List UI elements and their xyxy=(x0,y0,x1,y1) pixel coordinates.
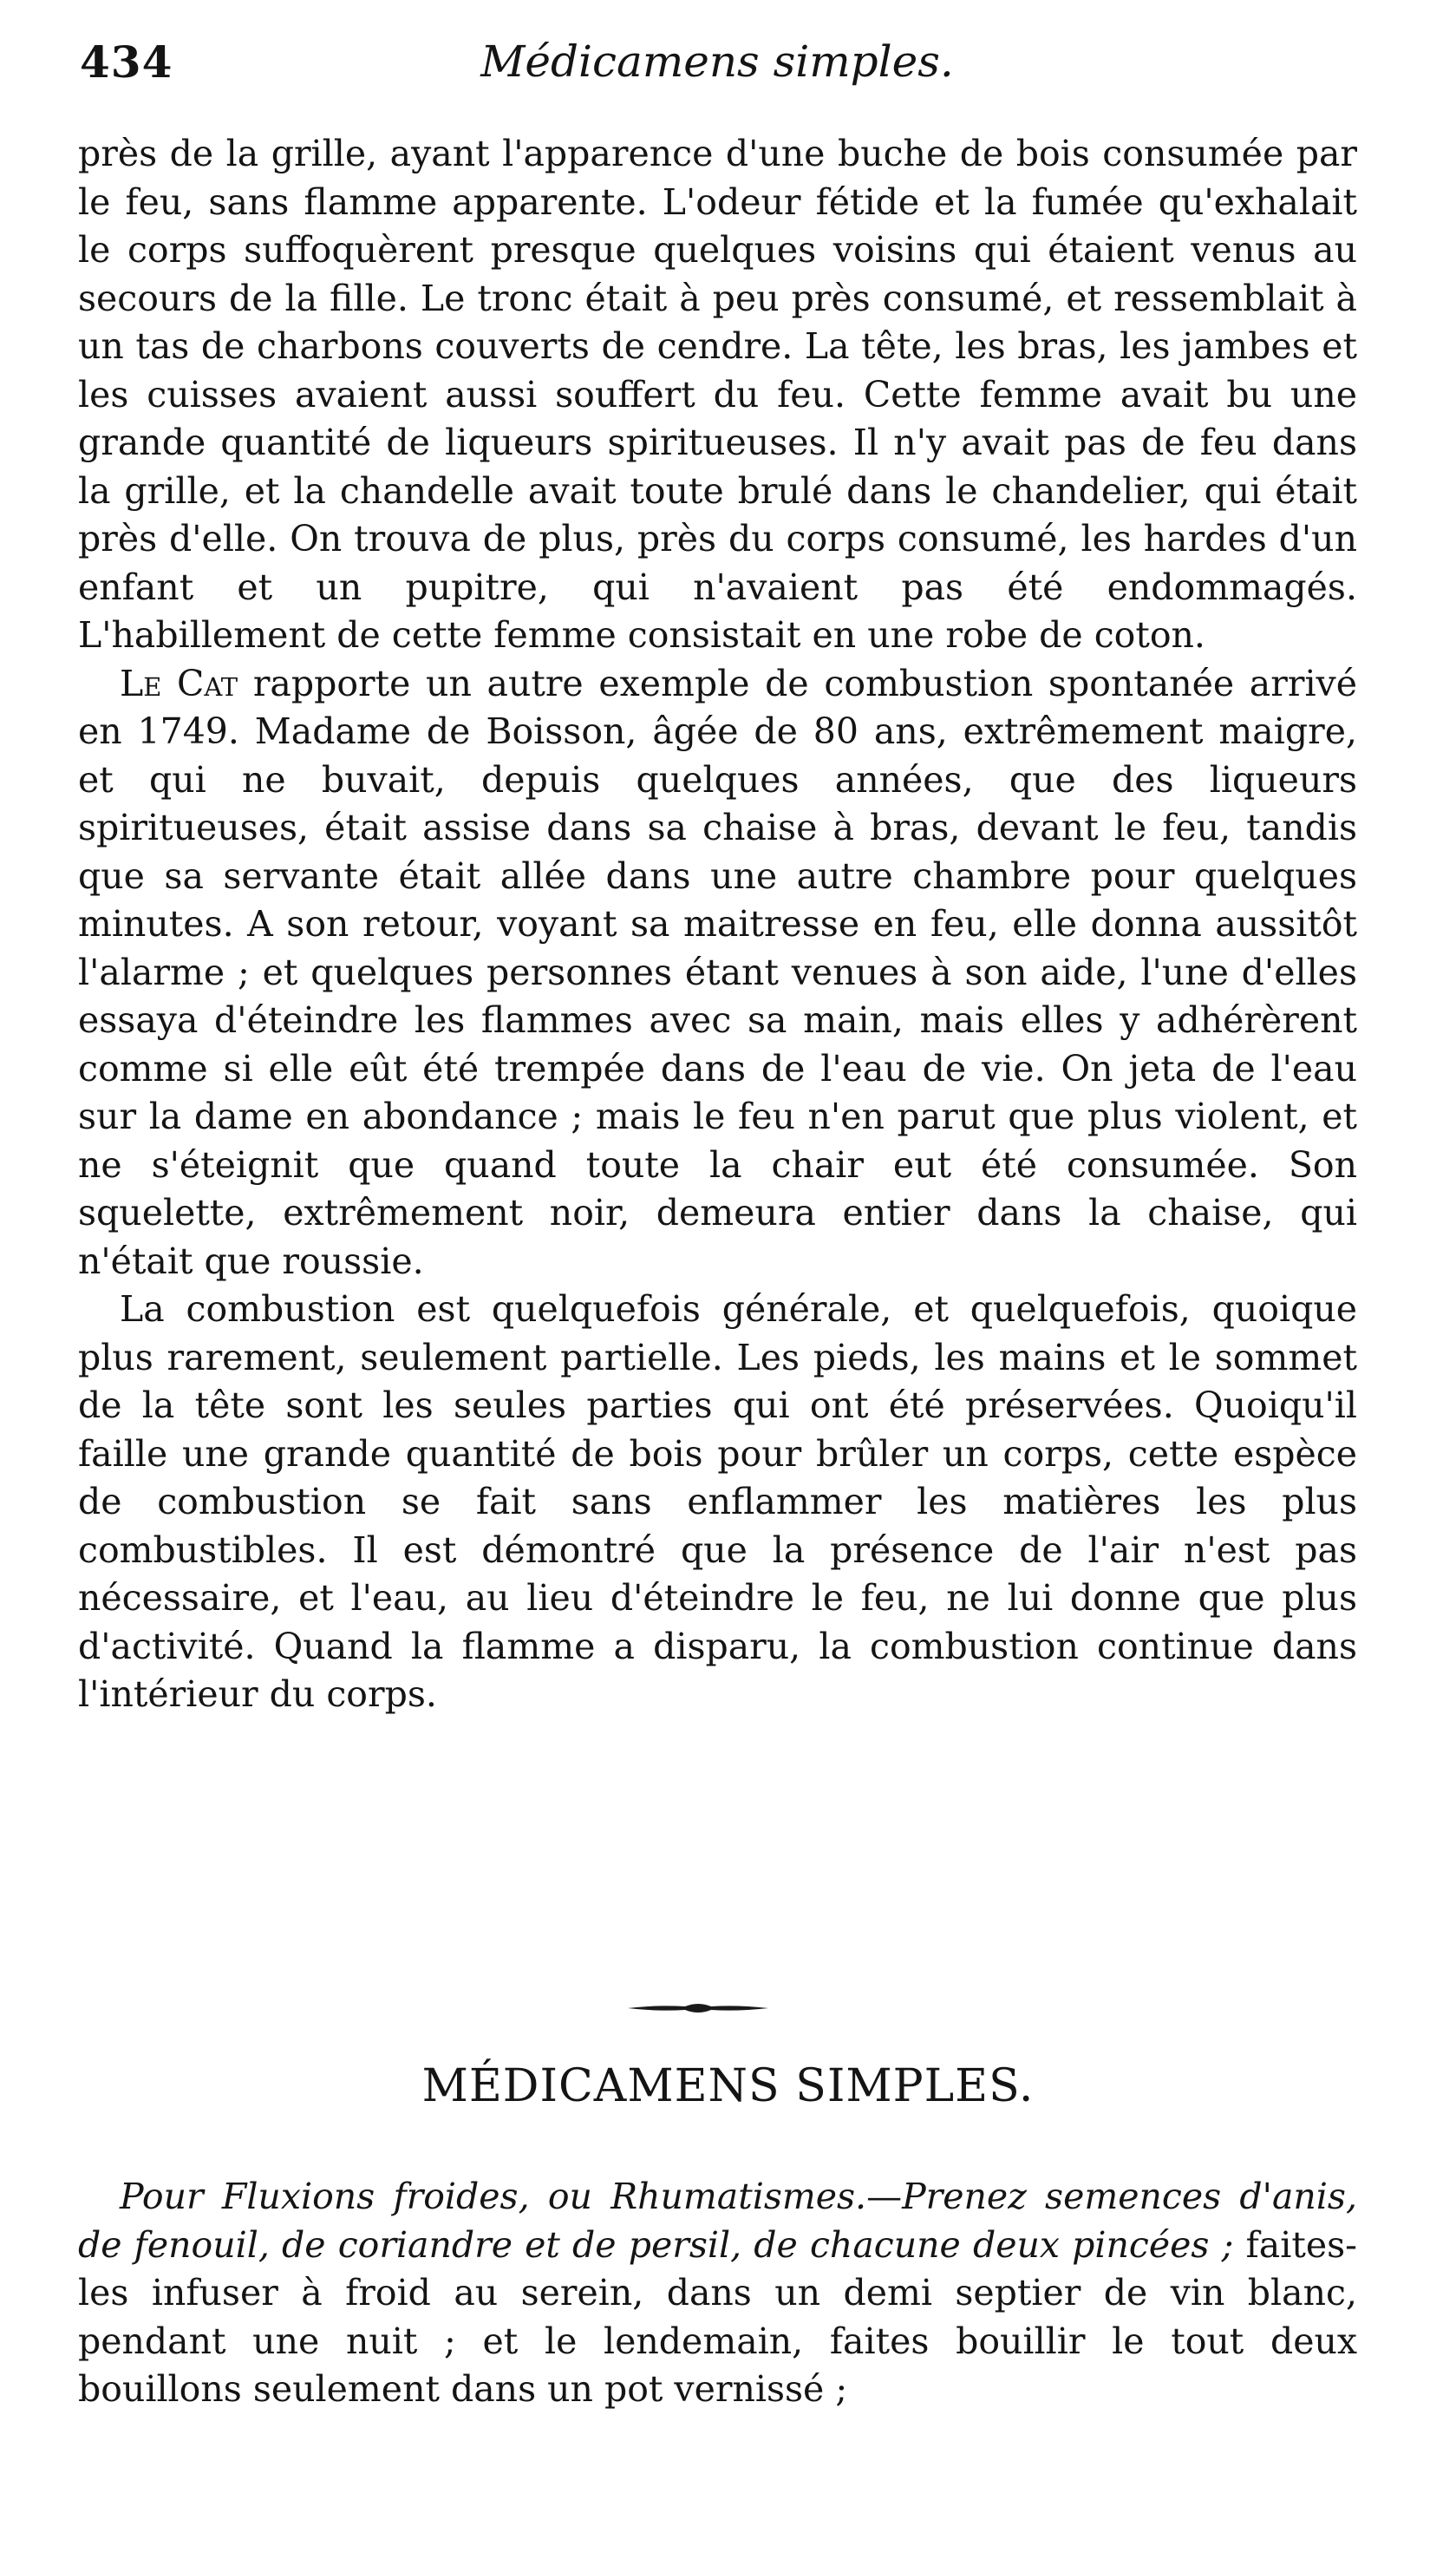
recipe-paragraph: Pour Fluxions froides, ou Rhumatismes.—Prenez semences d'anis, de fenouil, de coriandre et de persil, de chacune deux pincées ; faites-les infuser à froid au serein, dans un demi septier de vin blanc, pendant une nuit ; et le lendemain, faites bouillir le tout deux bouillons seulement dans un pot vernissé ; xyxy=(78,2176,1357,2410)
ornament-divider xyxy=(624,1998,772,2019)
text-body xyxy=(78,130,1357,1719)
paragraph xyxy=(78,660,1357,1286)
recipe-text: faites-les infuser à froid au serein, dans un demi septier de vin blanc, pendant une nuit ; et le lendemain, faites bouillir le tout deux bouillons seulement dans un pot vernissé ; xyxy=(78,2223,1357,2410)
page-header xyxy=(80,36,1355,97)
running-title: Médicamens simples. xyxy=(480,36,954,87)
recipe-heading: Pour Fluxions froides, ou Rhumatismes. xyxy=(120,2176,867,2217)
author-name: Le Cat xyxy=(120,662,238,704)
section-title: MÉDICAMENS SIMPLES. xyxy=(421,2060,1035,2112)
paragraph-text: rapporte un autre exemple de combustion spontanée arrivé en 1749. Madame de Boisson, âgée de 80 ans, extrêmement maigre, et qui ne buvait, depuis quelques années, que des liqueurs spiritueuses, était assise dans sa chaise à bras, devant le feu, tandis que sa servante était allée dans une autre chambre pour quelques minutes. A son retour, voyant sa maitresse en feu, elle donna aussitôt l'alarme ; et quelques personnes étant venues à son aide, l'une d'elles essaya d'éteindre les flammes avec sa main, mais elles y adhérèrent comme si elle eût été trempée dans de l'eau de vie. On jeta de l'eau sur la dame en abondance ; mais le feu n'en parut que plus violent, et ne s'éteignit que quand toute la chair eut été consumée. Son squelette, extrêmement noir, demeura entier dans la chaise, qui n'était que roussie. xyxy=(78,662,1357,1282)
paragraph: La combustion est quelquefois générale, et quelquefois, quoique plus rarement, seulement partielle. Les pieds, les mains et le sommet de la tête sont les seules parties qui ont été préservées. Quoiqu'il faille une grande quantité de bois pour brûler un corps, cette espèce de combustion se fait sans enflammer les matières les plus combustibles. Il est démontré que la présence de l'air n'est pas nécessaire, et l'eau, au lieu d'éteindre le feu, ne lui donne que plus d'activité. Quand la flamme a disparu, la combustion continue dans l'intérieur du corps. xyxy=(78,1288,1357,1715)
paragraph: près de la grille, ayant l'apparence d'une buche de bois consumée par le feu, sans flamme apparente. L'odeur fétide et la fumée qu'exhalait le corps suffoquèrent presque quelques voisins qui étaient venus au secours de la fille. Le tronc était à peu près consumé, et ressemblait à un tas de charbons couverts de cendre. La tête, les bras, les jambes et les cuisses avaient aussi souffert du feu. Cette femme avait bu une grande quantité de liqueurs spiritueuses. Il n'y avait pas de feu dans la grille, et la chandelle avait toute brulé dans le chandelier, qui était près d'elle. On trouva de plus, près du corps consumé, les hardes d'un enfant et un pupitre, qui n'avaient pas été endommagés. L'habillement de cette femme consistait en une robe de coton. xyxy=(78,133,1357,656)
recipe-ingredients: Prenez semences d'anis, de fenouil, de coriandre et de persil, de chacune deux pincées ; xyxy=(78,2176,1357,2266)
page-number: 434 xyxy=(80,36,173,88)
recipe-body xyxy=(78,2173,1357,2414)
